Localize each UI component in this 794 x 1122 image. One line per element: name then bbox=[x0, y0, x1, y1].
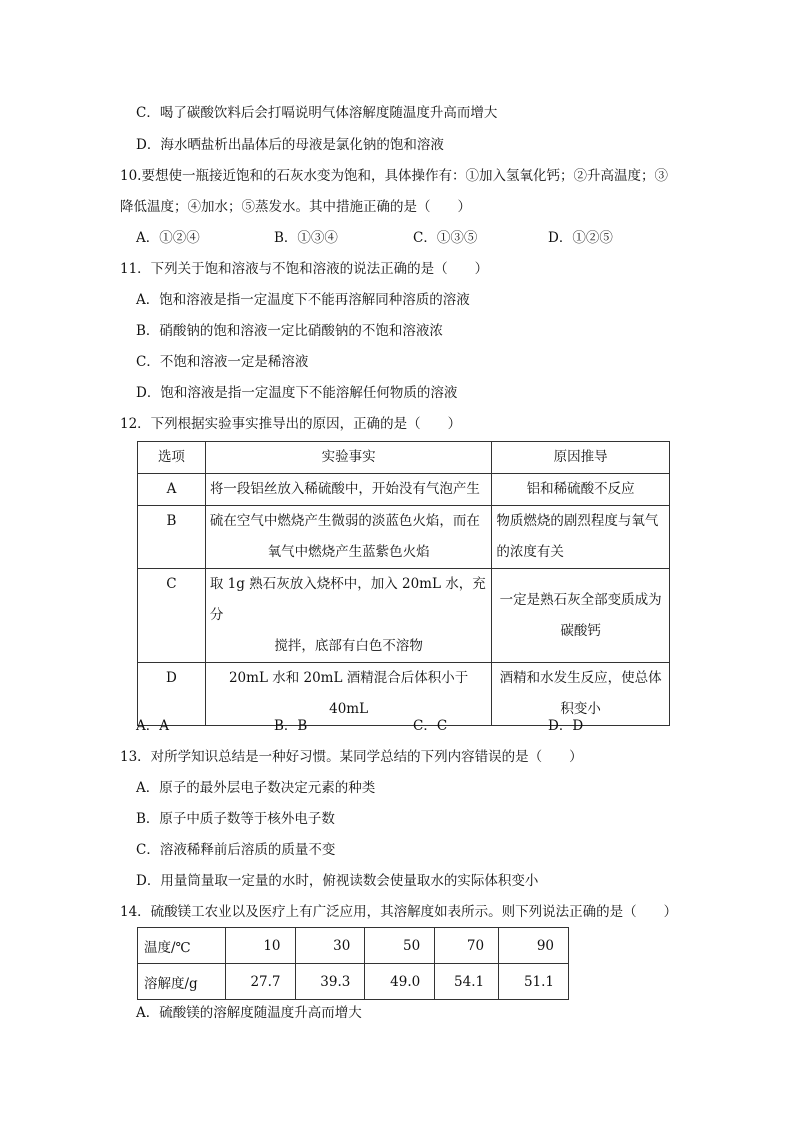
q13-option-c: C．溶液稀释前后溶质的质量不变 bbox=[136, 842, 336, 858]
row-fact: 将一段铝丝放入稀硫酸中，开始没有气泡产生 bbox=[205, 474, 491, 506]
table-row bbox=[138, 569, 670, 663]
row-fact: 取 1g 熟石灰放入烧杯中，加入 20mL 水，充分 搅拌，底部有白色不溶物 bbox=[205, 569, 491, 663]
header-fact: 实验事实 bbox=[205, 442, 491, 474]
q13-option-b: B．原子中质子数等于核外电子数 bbox=[136, 811, 335, 827]
table-cell: 90 bbox=[499, 928, 569, 964]
table-row bbox=[138, 928, 569, 964]
q14-stem: 14．硫酸镁工农业以及医疗上有广泛应用，其溶解度如表所示。则下列说法正确的是（ ） bbox=[120, 904, 678, 920]
row-reason: 酒精和水发生反应，使总体 积变小 bbox=[492, 663, 670, 726]
q11-stem: 11．下列关于饱和溶液与不饱和溶液的说法正确的是（ ） bbox=[120, 261, 489, 277]
q12-table bbox=[137, 441, 670, 726]
q10-stem-line2: 降低温度；④加水；⑤蒸发水。其中措施正确的是（ ） bbox=[120, 199, 471, 215]
q12-option-d: D．D bbox=[548, 718, 584, 734]
header-reason: 原因推导 bbox=[492, 442, 670, 474]
q13-option-d: D．用量筒量取一定量的水时，俯视读数会使量取水的实际体积变小 bbox=[136, 873, 539, 889]
table-cell: 50 bbox=[365, 928, 435, 964]
table-cell: 30 bbox=[295, 928, 365, 964]
table-cell: 51.1 bbox=[499, 964, 569, 1000]
table-cell: 70 bbox=[435, 928, 499, 964]
q10-option-c: C．①③⑤ bbox=[413, 230, 478, 246]
q12-option-c: C．C bbox=[413, 718, 448, 734]
row-option: B bbox=[138, 506, 206, 569]
q11-option-a: A．饱和溶液是指一定温度下不能再溶解同种溶质的溶液 bbox=[136, 292, 470, 308]
row-reason: 铝和稀硫酸不反应 bbox=[492, 474, 670, 506]
q9-option-d: D．海水晒盐析出晶体后的母液是氯化钠的饱和溶液 bbox=[136, 137, 444, 153]
q12-option-a: A．A bbox=[136, 718, 169, 734]
q11-option-b: B．硝酸钠的饱和溶液一定比硝酸钠的不饱和溶液浓 bbox=[136, 323, 443, 339]
q14-option-a: A．硫酸镁的溶解度随温度升高而增大 bbox=[136, 1005, 362, 1021]
table-cell: 49.0 bbox=[365, 964, 435, 1000]
row-option: C bbox=[138, 569, 206, 663]
table-cell: 54.1 bbox=[435, 964, 499, 1000]
q11-option-d: D．饱和溶液是指一定温度下不能溶解任何物质的溶液 bbox=[136, 385, 458, 401]
q10-stem-line1: 10.要想使一瓶接近饱和的石灰水变为饱和，具体操作有：①加入氢氧化钙；②升高温度；③ bbox=[120, 168, 668, 184]
table-row bbox=[138, 474, 670, 506]
row-fact: 硫在空气中燃烧产生微弱的淡蓝色火焰，而在 氧气中燃烧产生蓝紫色火焰 bbox=[205, 506, 491, 569]
header-option: 选项 bbox=[138, 442, 206, 474]
row-reason: 物质燃烧的剧烈程度与氧气 的浓度有关 bbox=[492, 506, 670, 569]
row-reason: 一定是熟石灰全部变质成为 碳酸钙 bbox=[492, 569, 670, 663]
table-cell: 10 bbox=[225, 928, 295, 964]
table-cell: 39.3 bbox=[295, 964, 365, 1000]
q9-option-c: C．喝了碳酸饮料后会打嗝说明气体溶解度随温度升高而增大 bbox=[136, 105, 498, 121]
table-row bbox=[138, 663, 670, 726]
q13-stem: 13．对所学知识总结是一种好习惯。某同学总结的下列内容错误的是（ ） bbox=[120, 749, 583, 765]
row-label-temperature: 温度/℃ bbox=[138, 928, 226, 964]
table-cell: 27.7 bbox=[225, 964, 295, 1000]
row-fact: 20mL 水和 20mL 酒精混合后体积小于 40mL bbox=[205, 663, 491, 726]
q14-solubility-table bbox=[137, 927, 569, 1000]
q10-option-a: A．①②④ bbox=[136, 230, 200, 246]
q10-option-b: B．①③④ bbox=[274, 230, 338, 246]
table-header-row bbox=[138, 442, 670, 474]
q12-option-b: B．B bbox=[274, 718, 308, 734]
row-label-solubility: 溶解度/g bbox=[138, 964, 226, 1000]
table-row bbox=[138, 964, 569, 1000]
q12-stem: 12．下列根据实验事实推导出的原因，正确的是（ ） bbox=[120, 416, 462, 432]
q11-option-c: C．不饱和溶液一定是稀溶液 bbox=[136, 354, 309, 370]
q13-option-a: A．原子的最外层电子数决定元素的种类 bbox=[136, 780, 376, 796]
q10-option-d: D．①②⑤ bbox=[548, 230, 613, 246]
row-option: D bbox=[138, 663, 206, 726]
row-option: A bbox=[138, 474, 206, 506]
table-row bbox=[138, 506, 670, 569]
